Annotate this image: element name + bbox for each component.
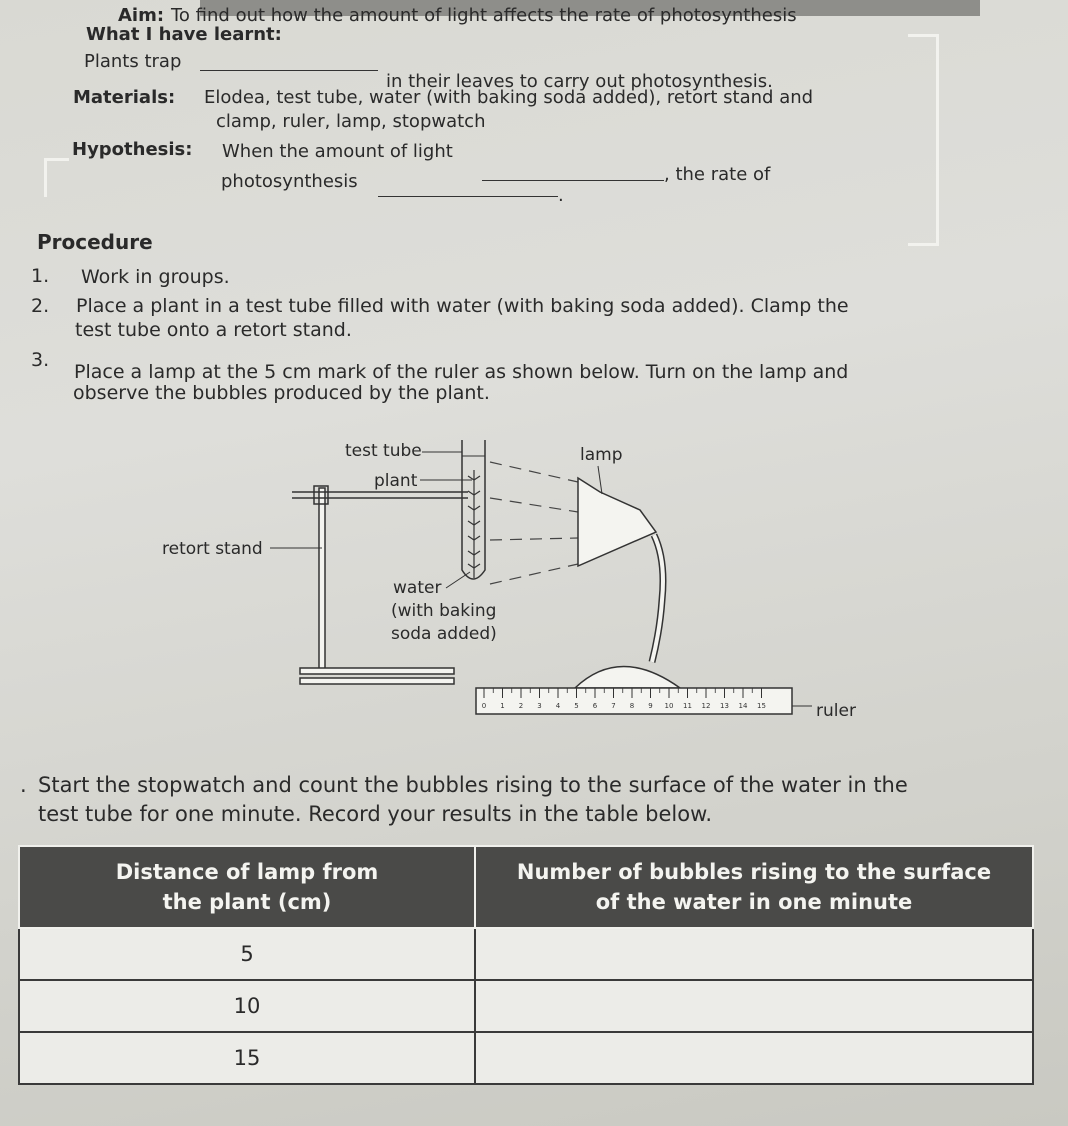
ruler-tick-label: 15 — [757, 702, 766, 710]
distance-cell: 10 — [19, 980, 475, 1032]
ruler-tick-label: 8 — [629, 702, 635, 710]
table-row — [19, 928, 1033, 980]
materials-line1: Elodea, test tube, water (with baking soda added), retort stand and — [204, 87, 814, 108]
hypothesis-label: Hypothesis: — [72, 139, 193, 160]
label-water: water — [393, 578, 442, 598]
materials-line2: clamp, ruler, lamp, stopwatch — [216, 111, 486, 132]
label-plant: plant — [374, 471, 418, 491]
ruler-tick-label: 13 — [720, 702, 729, 710]
distance-cell: 15 — [19, 1032, 475, 1084]
bubbles-cell[interactable] — [475, 980, 1033, 1032]
hypothesis-line1-after: , the rate of — [664, 164, 771, 185]
header-distance — [19, 846, 475, 928]
step-4-line-1: Start the stopwatch and count the bubbles rising to the surface of the water in the — [38, 773, 908, 797]
ruler-tick-label: 11 — [683, 702, 692, 710]
table-header-row — [19, 846, 1033, 928]
step-3-number: 3. — [31, 349, 50, 371]
label-lamp: lamp — [580, 445, 623, 465]
elodea-plant — [468, 470, 480, 578]
aim-text: To find out how the amount of light affects the rate of photosynthesis — [171, 5, 797, 26]
ruler-tick-label: 7 — [611, 702, 616, 710]
ruler-tick-label: 5 — [574, 702, 579, 710]
step-3-line-1: Place a lamp at the 5 cm mark of the ruler as shown below. Turn on the lamp and — [74, 361, 849, 383]
hypothesis-line1-before: When the amount of light — [222, 141, 453, 162]
ruler-tick-label: 1 — [500, 702, 505, 710]
results-table — [18, 845, 1034, 1085]
step-2-line-1: Place a plant in a test tube filled with water (with baking soda added). Clamp the — [76, 295, 849, 317]
ruler-tick-label: 3 — [537, 702, 542, 710]
ruler-tick-label: 2 — [518, 702, 524, 710]
retort-stand-base — [300, 668, 454, 674]
step-2-number: 2. — [31, 295, 50, 317]
step-4-number: . — [20, 773, 27, 797]
learnt-label: What I have learnt: — [86, 24, 282, 45]
header-distance-line-2: the plant (cm) — [162, 890, 332, 914]
ruler-tick-label: 14 — [738, 702, 748, 710]
ruler-tick-label: 4 — [555, 702, 561, 710]
header-distance-line-1: Distance of lamp from — [115, 860, 379, 884]
ruler-tick-label: 0 — [481, 702, 487, 710]
label-water-baking: (with baking — [391, 601, 497, 621]
procedure-title: Procedure — [37, 230, 153, 254]
bubbles-cell[interactable] — [475, 928, 1033, 980]
hypothesis-line2-after: . — [558, 185, 564, 206]
ruler-tick-label: 10 — [664, 702, 674, 710]
ruler-tick-label: 12 — [701, 702, 711, 710]
label-retort-stand: retort stand — [162, 539, 263, 559]
label-test-tube: test tube — [345, 441, 422, 461]
table-row — [19, 980, 1033, 1032]
step-3-line-2: observe the bubbles produced by the plant. — [73, 382, 490, 404]
step-2-line-2: test tube onto a retort stand. — [75, 319, 352, 341]
retort-stand-base-lower — [300, 678, 454, 684]
hypothesis-line2-before: photosynthesis — [221, 171, 358, 192]
bubbles-cell[interactable] — [475, 1032, 1033, 1084]
aim-label: Aim: — [118, 5, 165, 26]
table-row — [19, 1032, 1033, 1084]
distance-cell: 5 — [19, 928, 475, 980]
ruler-tick-label: 6 — [592, 702, 598, 710]
label-ruler: ruler — [816, 701, 856, 721]
label-water-soda: soda added) — [391, 624, 497, 644]
ruler — [476, 688, 792, 714]
header-bubbles — [475, 846, 1033, 928]
plants-trap-before: Plants trap — [84, 51, 182, 72]
lamp-base — [575, 667, 680, 689]
step-1-number: 1. — [31, 265, 50, 287]
step-4-line-2: test tube for one minute. Record your results in the table below. — [38, 802, 713, 826]
ruler-tick-label: 9 — [648, 702, 653, 710]
materials-label: Materials: — [73, 87, 176, 108]
lamp-shade — [578, 478, 656, 566]
header-bubbles-line-1: Number of bubbles rising to the surface — [516, 860, 992, 884]
plants-trap-after: in their leaves to carry out photosynthesis. — [386, 71, 773, 92]
retort-stand-rod — [319, 488, 325, 670]
light-rays — [490, 462, 578, 584]
step-1-line-1: Work in groups. — [81, 266, 230, 288]
header-bubbles-line-2: of the water in one minute — [595, 890, 913, 914]
